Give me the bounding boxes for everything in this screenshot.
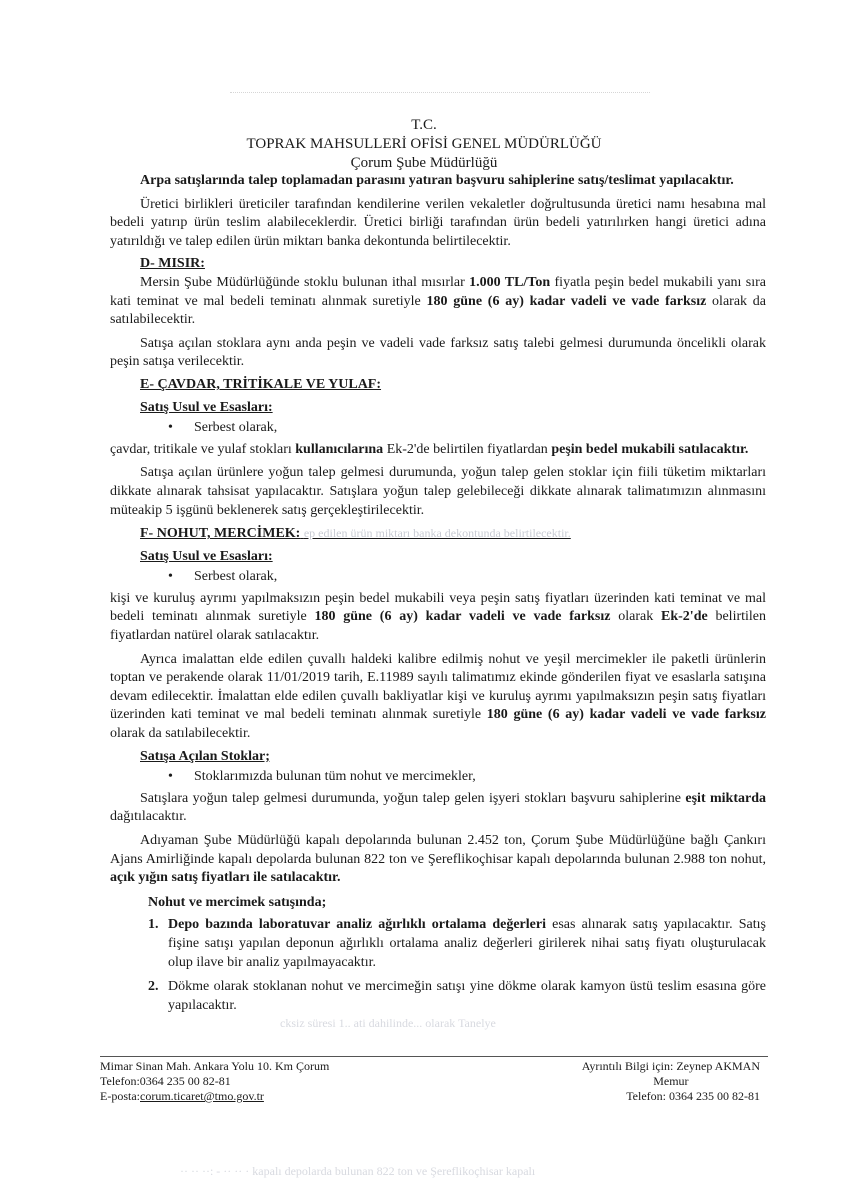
bleed-through-text: ·· ·· ··: - ·· ·· · kapalı depolarda bulunan 822 ton ve Şereflikoçhisar kapalı bbox=[180, 1164, 536, 1178]
header-branch: Çorum Şube Müdürlüğü bbox=[350, 155, 498, 171]
sales-conditions-list bbox=[110, 916, 766, 1015]
section-d-paragraph-2: Satışa açılan stoklara aynı anda peşin ve vadeli vade farksız satış talebi gelmesi durumunda öncelikli olarak peşin satışa verilecektir. bbox=[110, 335, 766, 370]
scan-noise bbox=[230, 92, 650, 93]
section-f-paragraph-1: kişi ve kuruluş ayrımı yapılmaksızın peşin bedel mukabili veya peşin satış fiyatları üzerinden kati teminat ve mal bedeli teminatı alınmak suretiyle 180 güne (6 ay) kadar vadeli ve vade farksız olarak Ek-2'de belirtilen fiyatlardan natürel olarak satılacaktır. bbox=[110, 590, 767, 644]
section-f-bullet: • Serbest olarak, bbox=[168, 568, 766, 587]
section-e-subheading: Satış Usul ve Esasları: bbox=[140, 399, 273, 415]
list-item: 2. Dökme olarak stoklanan nohut ve mercimeğin satışı yine dökme olarak kamyon üstü teslim esasına göre yapılacaktır. bbox=[148, 979, 766, 1013]
open-pile-paragraph: Adıyaman Şube Müdürlüğü kapalı depolarında bulunan 2.452 ton, Çorum Şube Müdürlüğüne bağlı Çankırı Ajans Amirliğinde kapalı depolarda bulunan 822 ton ve Şereflikoçhisar kapalı depolarında bulunan 2.988 ton nohut, açık yığın satış fiyatları ile satılacaktır. bbox=[110, 833, 766, 886]
footer-info-title: Memur bbox=[653, 1074, 689, 1088]
footer-contact bbox=[100, 1059, 329, 1104]
footer-divider bbox=[100, 1056, 768, 1057]
section-f-heading-row bbox=[140, 524, 766, 544]
stocks-heading: Satışa Açılan Stoklar; bbox=[140, 748, 270, 764]
section-f-subheading: Satış Usul ve Esasları: bbox=[140, 548, 273, 564]
header-organization: TOPRAK MAHSULLERİ OFİSİ GENEL MÜDÜRLÜĞÜ bbox=[246, 136, 602, 152]
section-e-heading: E- ÇAVDAR, TRİTİKALE VE YULAF: bbox=[140, 376, 382, 392]
bullet-icon: • bbox=[168, 569, 173, 585]
footer-address: Mimar Sinan Mah. Ankara Yolu 10. Km Çorum bbox=[100, 1059, 330, 1073]
sales-conditions-heading: Nohut ve mercimek satışında; bbox=[148, 894, 327, 910]
section-f-heading: F- NOHUT, MERCİMEK: bbox=[140, 526, 301, 542]
footer-info-contact: Ayrıntılı Bilgi için: Zeynep AKMAN bbox=[581, 1059, 760, 1073]
footer-email-row: E-posta:corum.ticaret@tmo.gov.tr bbox=[100, 1089, 264, 1103]
bullet-icon: • bbox=[168, 420, 173, 436]
section-e-paragraph-2: Satışa açılan ürünlere yoğun talep gelmesi durumunda, yoğun talep gelen stoklar için fiili tüketim miktarları dikkate alınarak tahsisat yapılacaktır. Satışlara yoğun talep gelebileceği dikkate alınarak talimatımızın alınmasını müteakip 5 işgünü beklenerek satış gerçekleştirilecektir. bbox=[110, 465, 766, 518]
list-item: 1. Depo bazında laboratuvar analiz ağırlıklı ortalama değerleri esas alınarak satış yapılacaktır. Satış fişine satışı yapılan deponun ağırlıklı ortalama analiz değerleri girilerek nihai satış fiyatı oluşturulacak olup ilave bir analiz yapılmayacaktır. bbox=[148, 917, 766, 970]
stocks-bullet: • Stoklarımızda bulunan tüm nohut ve mercimekler, bbox=[168, 768, 766, 787]
bleed-through-text: cksiz süresi 1.. ati dahilinde... olarak Tanelye bbox=[280, 1016, 496, 1030]
producer-unions-paragraph: Üretici birlikleri üreticiler tarafından kendilerine verilen vekaletler doğrultusunda üretici namı hesabına mal bedeli yatırıp ürün teslim alabileceklerdir. Üretici birliği tarafından ürün bedeli yatırılırken hangi üretici adına yatırıldığı ve talep edilen ürün miktarı banka dekontunda belirtilecektir. bbox=[110, 196, 766, 249]
section-e-paragraph-1: çavdar, tritikale ve yulaf stokları kullanıcılarına Ek-2'de belirtilen fiyatlardan peşin bedel mukabili satılacaktır. bbox=[110, 441, 749, 457]
section-f-paragraph-2: Ayrıca imalattan elde edilen çuvallı haldeki kalibre edilmiş nohut ve yeşil mercimekler ile paketli ürünlerin toptan ve perakende olarak 11/01/2019 tarih, E.11989 sayılı talimatımız ekinde gönderilen fiyat ve esaslarla satışına devam edilecektir. İmalattan elde edilen çuvallı bakliyatlar kişi ve kuruluş ayrımı yapılmaksızın peşin satış fiyatları üzerinden kati teminat ve mal bedeli teminatı alınmak suretiyle 180 güne (6 ay) kadar vadeli ve vade farksız olarak da satılabilecektir. bbox=[110, 651, 766, 742]
header-tc: T.C. bbox=[411, 117, 437, 133]
section-e-bullet: • Serbest olarak, bbox=[168, 419, 766, 438]
barley-sales-title: Arpa satışlarında talep toplamadan parasını yatıran başvuru sahiplerine satış/teslimat yapılacaktır. bbox=[140, 173, 734, 188]
section-d-heading: D- MISIR: bbox=[140, 256, 205, 272]
section-d-paragraph-1: Mersin Şube Müdürlüğünde stoklu bulunan ithal mısırlar 1.000 TL/Ton fiyatla peşin bedel mukabili yanı sıra kati teminat ve mal bedeli teminatı alınmak suretiyle 180 güne (6 ay) kadar vadeli ve vade farksız olarak da satılabilecektir. bbox=[110, 274, 767, 328]
letterhead bbox=[0, 116, 848, 173]
email-link[interactable]: corum.ticaret@tmo.gov.tr bbox=[140, 1089, 264, 1103]
bleed-through-text: ep edilen ürün miktarı banka dekontunda belirtilecektir. bbox=[303, 526, 571, 541]
footer-phone: Telefon:0364 235 00 82-81 bbox=[100, 1074, 231, 1088]
bullet-icon: • bbox=[168, 769, 173, 785]
equal-distribution-paragraph: Satışlara yoğun talep gelmesi durumunda, yoğun talep gelen işyeri stokları başvuru sahiplerine eşit miktarda dağıtılacaktır. bbox=[110, 790, 767, 825]
footer-info bbox=[582, 1059, 760, 1104]
document-body bbox=[110, 172, 766, 1021]
footer-info-phone: Telefon: 0364 235 00 82-81 bbox=[626, 1089, 760, 1103]
